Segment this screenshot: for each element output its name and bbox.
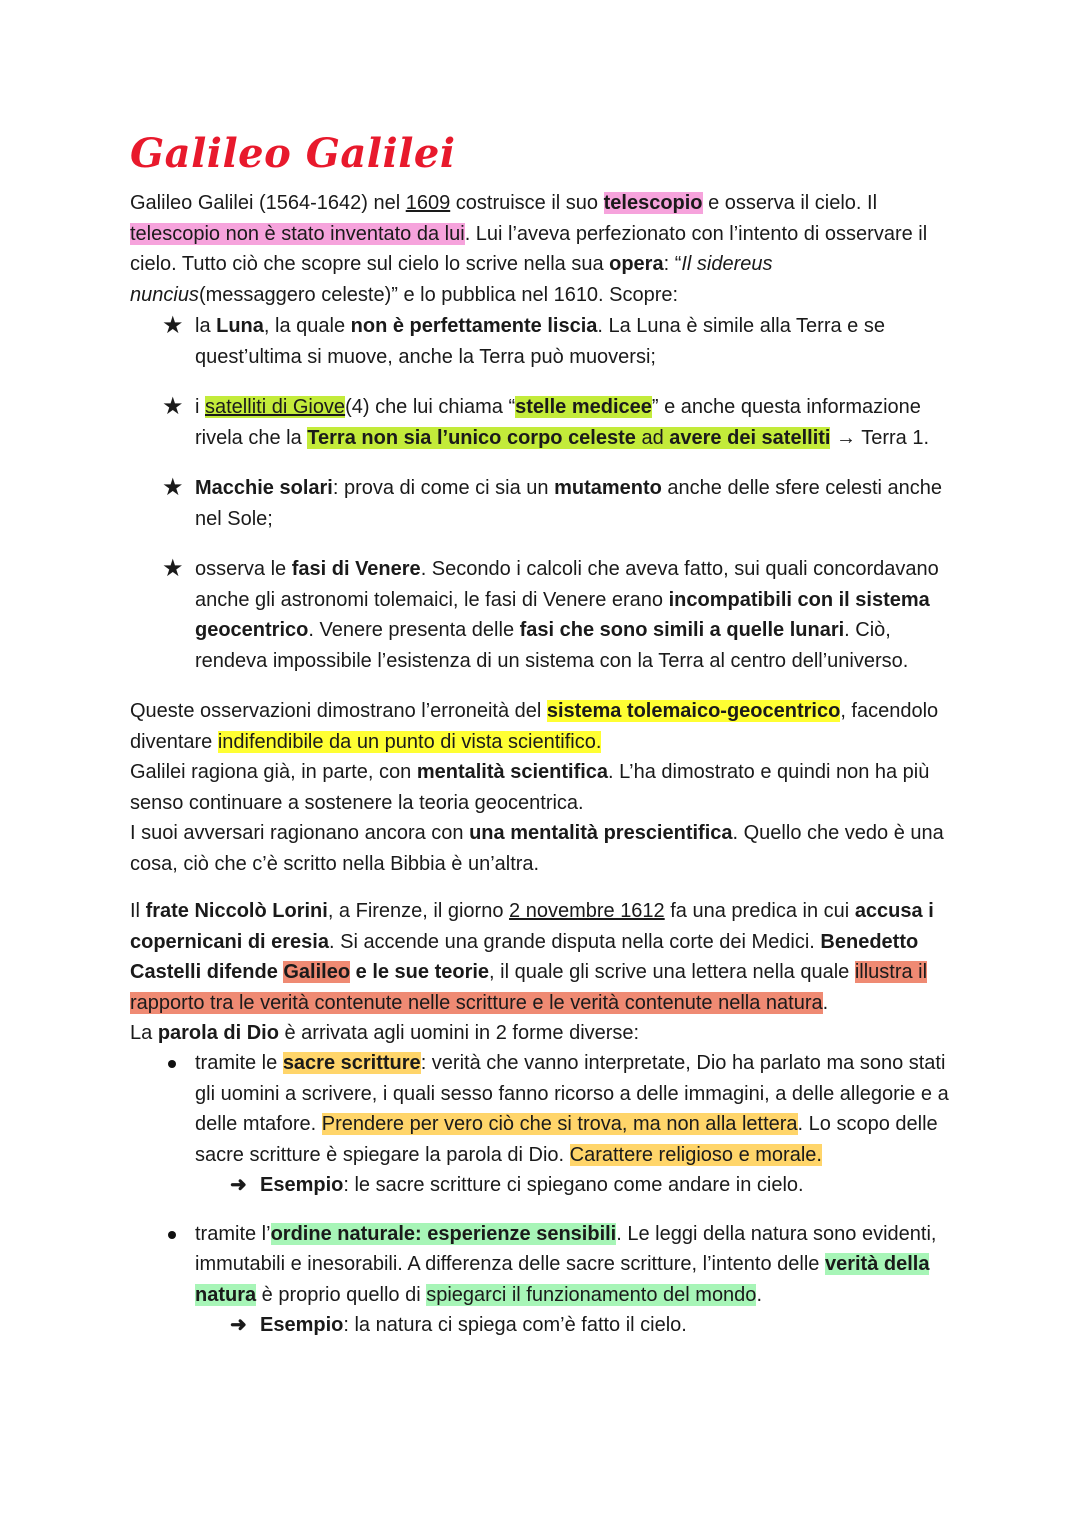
para-text: Il bbox=[130, 900, 146, 922]
list-item bbox=[130, 311, 960, 372]
example-label: Esempio bbox=[260, 1174, 344, 1196]
item-bold: Macchie solari bbox=[195, 477, 333, 499]
para-text: . Quello che vedo è una cosa, ciò che c’è scritto nella Bibbia è un’altra. bbox=[130, 822, 944, 875]
list-item bbox=[130, 1219, 960, 1311]
example-text: : la natura ci spiega com’è fatto il cielo. bbox=[343, 1314, 687, 1336]
intro-text: . Lui l’aveva perfezionato con l’intento di osservare il cielo. Tutto ciò che scopre sul cielo lo scrive nella sua bbox=[130, 222, 928, 275]
highlight-verita-natura: verità della natura bbox=[195, 1253, 930, 1306]
list-item bbox=[130, 554, 960, 676]
item-text: (4) che lui chiama “ bbox=[345, 396, 516, 418]
item-text: . bbox=[756, 1283, 762, 1306]
sidereus-title: Il sidereus nuncius bbox=[130, 253, 773, 306]
item-text: anche delle sfere celesti anche nel Sole; bbox=[195, 477, 943, 530]
para-text: , il quale gli scrive una lettera nella quale bbox=[489, 961, 855, 983]
item-bold: fasi di Venere bbox=[291, 558, 421, 580]
star-icon: ★ bbox=[162, 393, 184, 420]
item-text: tramite l’ bbox=[195, 1222, 271, 1245]
para-text: fa una predica in cui bbox=[664, 900, 855, 922]
item-bold: incompatibili con il sistema geocentrico bbox=[195, 588, 930, 641]
observations-paragraph bbox=[130, 696, 960, 879]
intro-text: e osserva il cielo. Il bbox=[702, 192, 878, 214]
date-underlined: 2 novembre 1612 bbox=[509, 900, 665, 922]
opera-bold: opera bbox=[609, 253, 664, 275]
para-text: . L’ha dimostrato e quindi non ha più senso continuare a sostenere la teoria geocentrica. bbox=[130, 761, 930, 814]
highlight-spiegarci: spiegarci il funzionamento del mondo bbox=[426, 1283, 757, 1306]
star-icon: ★ bbox=[162, 312, 184, 339]
example-text: : le sacre scritture ci spiegano come andare in cielo. bbox=[343, 1174, 804, 1196]
para-bold: accusa i copernicani di eresia bbox=[130, 900, 934, 953]
item-text: ” e anche questa informazione rivela che la bbox=[195, 396, 921, 449]
intro-text: (messaggero celeste)” e lo pubblica nel 1610. Scopre: bbox=[198, 283, 679, 306]
arrow-right-icon: ➜ bbox=[230, 1174, 247, 1196]
discoveries-list bbox=[130, 311, 960, 676]
lorini-paragraph bbox=[130, 896, 960, 1049]
highlight-satelliti: satelliti di Giove bbox=[205, 396, 346, 418]
item-bold: fasi che sono simili a quelle lunari bbox=[519, 619, 845, 641]
para-bold: mentalità scientifica bbox=[416, 761, 609, 783]
example-label: Esempio bbox=[260, 1314, 344, 1336]
para-text: , a Firenze, il giorno bbox=[327, 900, 510, 922]
star-icon: ★ bbox=[162, 555, 184, 582]
item-text: : prova di come ci sia un bbox=[332, 477, 555, 499]
spacer bbox=[130, 372, 960, 392]
item-text: . Ciò, rendeva impossibile l’esistenza di un sistema con la Terra al centro dell’universo. bbox=[195, 619, 909, 672]
list-item bbox=[130, 473, 960, 534]
para-text: . bbox=[595, 730, 602, 753]
spacer bbox=[130, 534, 960, 554]
para-text: , facendolo diventare bbox=[130, 700, 939, 753]
item-text: . Le leggi della natura sono evidenti, immutabili e inesorabili. A differenza delle sacre scritture, l’intento delle bbox=[195, 1222, 937, 1275]
item-text: la bbox=[195, 315, 217, 337]
highlight-telescopio: telescopio bbox=[603, 192, 703, 214]
highlight-prendere-per-vero: Prendere per vero ciò che si trova, ma non alla lettera bbox=[321, 1113, 798, 1135]
item-text: . La Luna è simile alla Terra e se quest’ultima si muove, anche la Terra può muoversi; bbox=[195, 315, 885, 368]
para-text: . Si accende una grande disputa nella corte dei Medici. bbox=[328, 930, 821, 953]
highlight-indifendibile: indifendibile da un punto di vista scientifico bbox=[217, 730, 596, 753]
star-icon: ★ bbox=[162, 474, 184, 501]
example-line bbox=[130, 1310, 960, 1341]
para-bold: frate Niccolò Lorini bbox=[145, 900, 328, 922]
item-text: è proprio quello di bbox=[256, 1283, 427, 1306]
bullet-dot-icon bbox=[168, 1060, 176, 1068]
intro-text: : “ bbox=[663, 253, 682, 275]
bullet-dot-icon bbox=[168, 1231, 176, 1239]
item-text: osserva le bbox=[195, 558, 292, 580]
para-text: è arrivata agli uomini in 2 forme diverse: bbox=[278, 1022, 640, 1044]
highlight-satelliti-avere: avere dei satelliti bbox=[669, 426, 831, 449]
highlight-ordine-naturale: ordine naturale: esperienze sensibili bbox=[270, 1222, 617, 1245]
item-text: : verità che vanno interpretate, Dio ha parlato ma sono stati gli uomini a scrivere, i quali sesso fanno ricorso a delle immagini, a delle allegorie e a delle mtafore. bbox=[195, 1052, 949, 1135]
para-bold: una mentalità prescientifica bbox=[469, 822, 733, 844]
item-text: . Lo scopo delle sacre scritture è spiegare la parola di Dio. bbox=[195, 1113, 938, 1166]
item-text: i bbox=[195, 396, 205, 418]
para-text: La bbox=[130, 1022, 158, 1044]
item-text: tramite le bbox=[195, 1052, 283, 1074]
year-1609: 1609 bbox=[405, 192, 451, 214]
highlight-galileo: Galileo bbox=[283, 961, 351, 983]
highlight-carattere: Carattere religioso e morale. bbox=[569, 1143, 822, 1166]
list-item bbox=[130, 1048, 960, 1170]
arrow-right-icon: ➜ bbox=[230, 1314, 247, 1336]
spacer bbox=[130, 453, 960, 473]
highlight-rapporto: illustra il rapporto tra le verità contenute nelle scritture e le verità contenute nella natura bbox=[130, 961, 928, 1014]
forms-list bbox=[130, 1048, 960, 1341]
list-item bbox=[130, 392, 960, 453]
item-text: . Venere presenta delle bbox=[308, 619, 520, 641]
spacer bbox=[130, 1201, 960, 1219]
intro-text: Galileo Galilei (1564-1642) nel bbox=[130, 192, 406, 214]
intro-text: costruisce il suo bbox=[450, 192, 604, 214]
highlight-sistema-tolemaico: sistema tolemaico-geocentrico bbox=[546, 700, 841, 722]
intro-paragraph bbox=[130, 188, 960, 310]
item-bold: Luna bbox=[216, 315, 264, 337]
item-bold: non è perfettamente liscia bbox=[350, 315, 598, 337]
para-bold: e le sue teorie bbox=[350, 961, 490, 983]
example-line bbox=[130, 1170, 960, 1201]
para-text: I suoi avversari ragionano ancora con bbox=[130, 822, 470, 844]
para-text: Galilei ragiona già, in parte, con bbox=[130, 761, 417, 783]
para-bold: Benedetto Castelli difende bbox=[130, 930, 919, 983]
para-bold: parola di Dio bbox=[157, 1022, 279, 1044]
highlight-not-invented: telescopio non è stato inventato da lui bbox=[130, 222, 465, 245]
highlight-ad: ad bbox=[635, 426, 670, 449]
item-text: → Terra 1. bbox=[830, 426, 930, 449]
item-text: , la quale bbox=[263, 315, 351, 337]
page-title: Galileo Galilei bbox=[130, 130, 456, 177]
para-text: Queste osservazioni dimostrano l’erroneità del bbox=[130, 700, 547, 722]
para-text: . bbox=[822, 991, 829, 1014]
item-bold: mutamento bbox=[554, 477, 662, 499]
highlight-terra: Terra non sia l’unico corpo celeste bbox=[307, 426, 636, 449]
highlight-stelle-medicee: stelle medicee bbox=[515, 396, 652, 418]
highlight-sacre-scritture: sacre scritture bbox=[282, 1052, 421, 1074]
item-text: . Secondo i calcoli che aveva fatto, sui quali concordavano anche gli astronomi tolemaici, le fasi di Venere erano bbox=[195, 558, 939, 611]
